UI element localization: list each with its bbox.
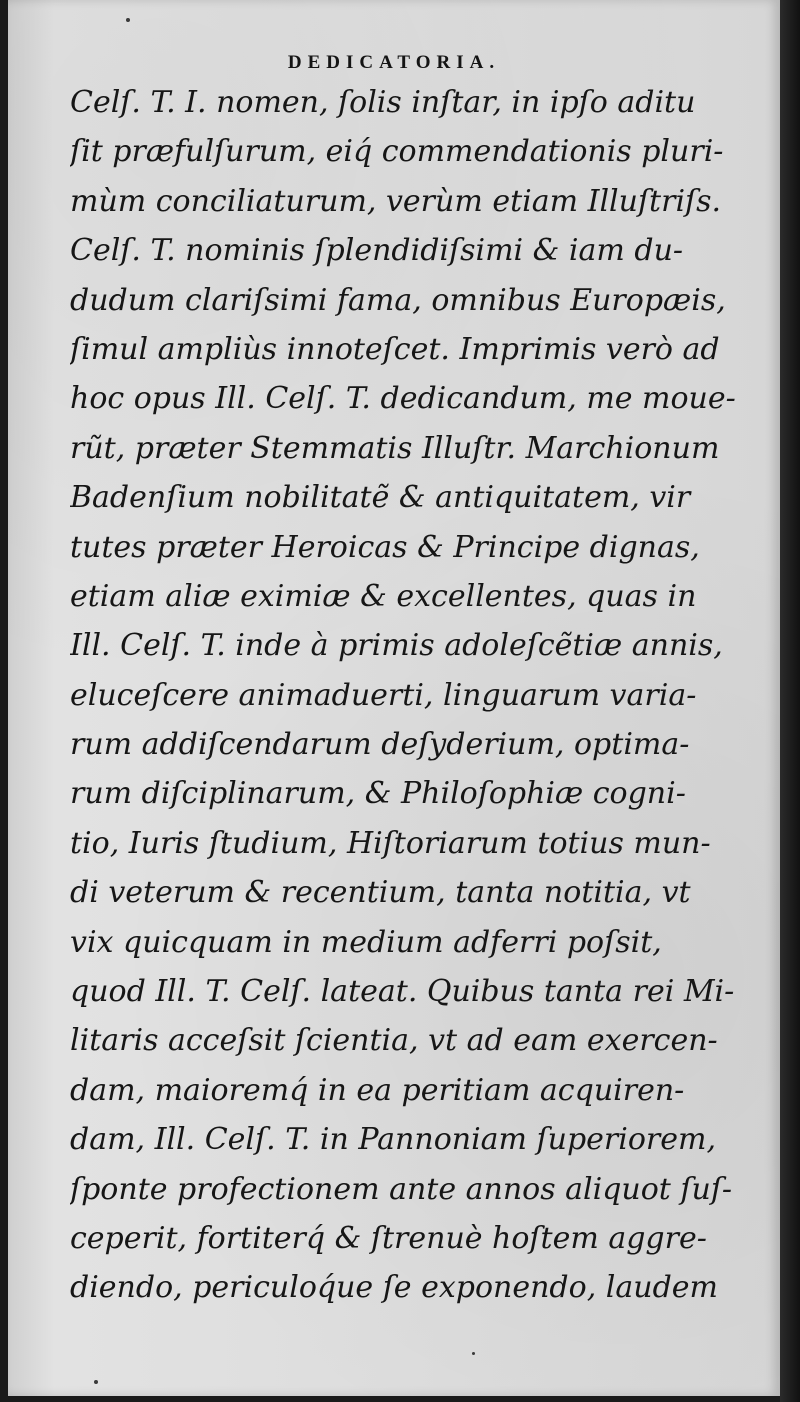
- text-line: eluceſcere animaduerti, linguarum varia-: [70, 677, 697, 713]
- running-head: DEDICATORIA.: [287, 52, 501, 73]
- text-line: ſponte profectionem ante annos aliquot ſuſ-: [70, 1171, 733, 1207]
- text-line: Celſ. T. nominis ſplendidiſsimi & iam du-: [70, 233, 684, 269]
- text-line: litaris acceſsit ſcientia, vt ad eam exercen-: [70, 1023, 718, 1059]
- text-line: quod Ill. T. Celſ. lateat. Quibus tanta rei Mi-: [70, 974, 735, 1010]
- text-line: rũt, præter Stemmatis Illuſtr. Marchionum: [70, 430, 720, 466]
- book-page: [8, 0, 780, 1396]
- text-line: Celſ. T. I. nomen, ſolis inſtar, in ipſo aditu: [70, 85, 696, 120]
- text-line: Badenſium nobilitatẽ & antiquitatem, vir: [70, 480, 691, 516]
- text-line: rum diſciplinarum, & Philoſophiæ cogni-: [70, 776, 686, 812]
- text-line: ſimul ampliùs innoteſcet. Imprimis verò ad: [70, 331, 720, 367]
- text-line: dam, Ill. Celſ. T. in Pannoniam ſuperiorem,: [70, 1122, 716, 1158]
- page-edge-shadow: [780, 0, 800, 1402]
- ink-speck: [472, 1352, 475, 1355]
- text-line: dudum clariſsimi fama, omnibus Europæis,: [70, 282, 726, 318]
- text-line: tio, Iuris ſtudium, Hiſtoriarum totius mun-: [70, 825, 711, 861]
- text-line: tutes præter Heroicas & Principe dignas,: [70, 529, 700, 565]
- text-line: mùm conciliaturum, verùm etiam Illuſtriſs.: [70, 183, 722, 219]
- text-line: diendo, periculoq́ue ſe exponendo, laudem: [70, 1270, 718, 1306]
- text-line: rum addiſcendarum deſyderium, optima-: [70, 727, 690, 763]
- text-block: [70, 78, 770, 1313]
- text-line: dam, maioremq́ in ea peritiam acquiren-: [70, 1072, 685, 1108]
- ink-speck: [126, 18, 130, 22]
- text-line: hoc opus Ill. Celſ. T. dedicandum, me moue-: [70, 381, 736, 417]
- text-line: ceperit, fortiterq́ & ſtrenuè hoſtem aggre-: [70, 1220, 707, 1256]
- text-line: etiam aliæ eximiæ & excellentes, quas in: [70, 578, 697, 614]
- text-line: di veterum & recentium, tanta notitia, vt: [70, 875, 691, 911]
- text-line: vix quicquam in medium adferri poſsit,: [70, 924, 662, 960]
- ink-speck: [94, 1380, 98, 1384]
- text-line: Ill. Celſ. T. inde à primis adoleſcẽtiæ annis,: [70, 628, 723, 664]
- text-line: ſit præfulſurum, eiq́ commendationis pluri-: [70, 134, 724, 170]
